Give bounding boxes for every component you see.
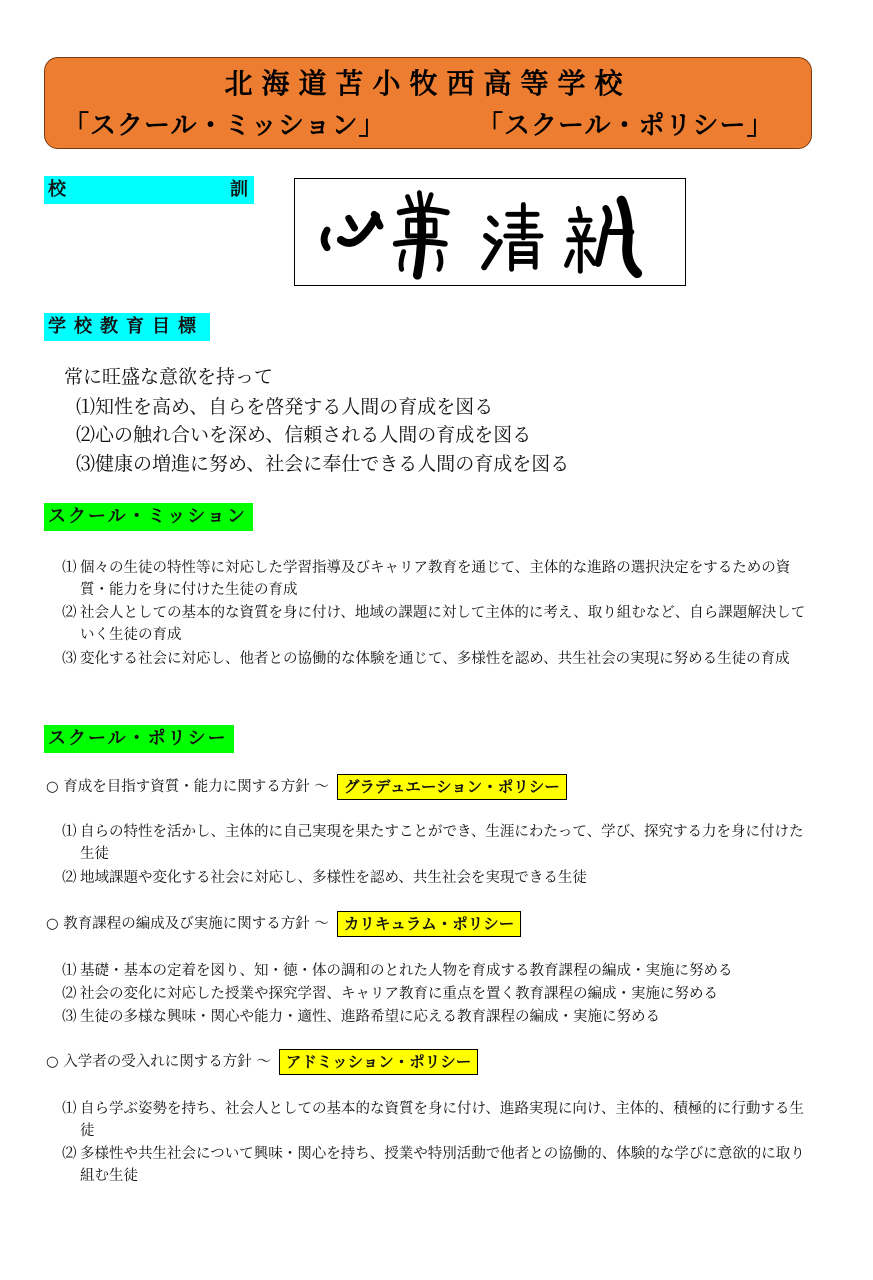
curriculum-item-1-text: 基礎・基本の定着を図り、知・徳・体の調和のとれた人物を育成する教育課程の編成・実施に努める — [80, 963, 733, 979]
mission-item-1 — [62, 557, 814, 601]
header-banner — [44, 57, 812, 149]
header-subtitle-policy: 「スクール・ポリシー」 — [477, 111, 774, 141]
mission-item-3 — [62, 648, 814, 670]
graduation-item-2-number: ⑵ — [62, 870, 77, 886]
policy-label: スクール・ポリシー — [44, 725, 234, 753]
mission-item-1-number: ⑴ — [62, 560, 77, 576]
graduation-policy-heading — [46, 774, 567, 800]
curriculum-policy-heading — [46, 911, 521, 937]
motto-label-left: 校 — [48, 179, 66, 200]
goals-item-1: ⑴知性を高め、自らを啓発する人間の育成を図る — [76, 396, 494, 418]
curriculum-policy-heading-text: ○ 教育課程の編成及び実施に関する方針 ～ — [46, 916, 329, 932]
admission-item-2-number: ⑵ — [62, 1146, 77, 1162]
mission-item-2-text: 社会人としての基本的な資質を身に付け、地域の課題に対して主体的に考え、取り組むなど、自ら課題解決していく生徒の育成 — [80, 605, 806, 643]
mission-item-2 — [62, 602, 814, 646]
mission-item-1-text: 個々の生徒の特性等に対応した学習指導及びキャリア教育を通じて、主体的な進路の選択決定をするための資質・能力を身に付けた生徒の育成 — [80, 560, 791, 598]
admission-item-2-text: 多様性や共生社会について興味・関心を持ち、授業や特別活動で他者との協働的、体験的な学びに意欲的に取り組む生徒 — [80, 1146, 805, 1184]
mission-item-3-number: ⑶ — [62, 651, 77, 667]
mission-item-3-text: 変化する社会に対応し、他者との協働的な体験を通じて、多様性を認め、共生社会の実現に努める生徒の育成 — [80, 651, 790, 667]
graduation-item-1-text: 自らの特性を活かし、主体的に自己実現を果たすことができ、生涯にわたって、学び、探究する力を身に付けた生徒 — [80, 824, 804, 862]
admission-policy-heading — [46, 1049, 478, 1075]
header-subtitle-mission: 「スクール・ミッション」 — [63, 111, 386, 141]
curriculum-item-1-number: ⑴ — [62, 963, 77, 979]
graduation-item-1-number: ⑴ — [62, 824, 77, 840]
admission-policy-heading-text: ○ 入学者の受入れに関する方針 ～ — [46, 1054, 271, 1070]
mission-item-2-number: ⑵ — [62, 605, 77, 621]
curriculum-item-2-text: 社会の変化に対応した授業や探究学習、キャリア教育に重点を置く教育課程の編成・実施に努める — [80, 986, 718, 1002]
admission-item-2 — [62, 1143, 814, 1187]
motto-label — [44, 176, 254, 204]
motto-label-right: 訓 — [230, 179, 248, 200]
admission-item-1-number: ⑴ — [62, 1101, 77, 1117]
curriculum-policy-tag: カリキュラム・ポリシー — [337, 911, 521, 937]
curriculum-item-1 — [62, 960, 814, 982]
curriculum-item-2 — [62, 983, 814, 1005]
graduation-item-2 — [62, 867, 814, 889]
graduation-item-1 — [62, 821, 814, 865]
graduation-item-2-text: 地域課題や変化する社会に対応し、多様性を認め、共生社会を実現できる生徒 — [80, 870, 587, 886]
calligraphy-brush-strokes — [295, 179, 685, 285]
admission-item-1 — [62, 1098, 814, 1142]
goals-item-2: ⑵心の触れ合いを深め、信頼される人間の育成を図る — [76, 424, 532, 446]
mission-label: スクール・ミッション — [44, 503, 253, 531]
goals-label: 学校教育目標 — [44, 313, 210, 341]
admission-item-1-text: 自ら学ぶ姿勢を持ち、社会人としての基本的な資質を身に付け、進路実現に向け、主体的、積極的に行動する生徒 — [80, 1101, 804, 1139]
motto-calligraphy-image — [294, 178, 686, 286]
goals-intro: 常に旺盛な意欲を持って — [64, 366, 274, 388]
school-name: 北海道苫小牧西高等学校 — [224, 67, 632, 100]
admission-policy-tag: アドミッション・ポリシー — [279, 1049, 478, 1075]
curriculum-item-3 — [62, 1006, 814, 1028]
curriculum-item-3-text: 生徒の多様な興味・関心や能力・適性、進路希望に応える教育課程の編成・実施に努める — [80, 1009, 660, 1025]
curriculum-item-3-number: ⑶ — [62, 1009, 77, 1025]
goals-item-3: ⑶健康の増進に努め、社会に奉仕できる人間の育成を図る — [76, 453, 570, 475]
graduation-policy-heading-text: ○ 育成を目指す資質・能力に関する方針 ～ — [46, 779, 329, 795]
graduation-policy-tag: グラデュエーション・ポリシー — [337, 774, 567, 800]
curriculum-item-2-number: ⑵ — [62, 986, 77, 1002]
